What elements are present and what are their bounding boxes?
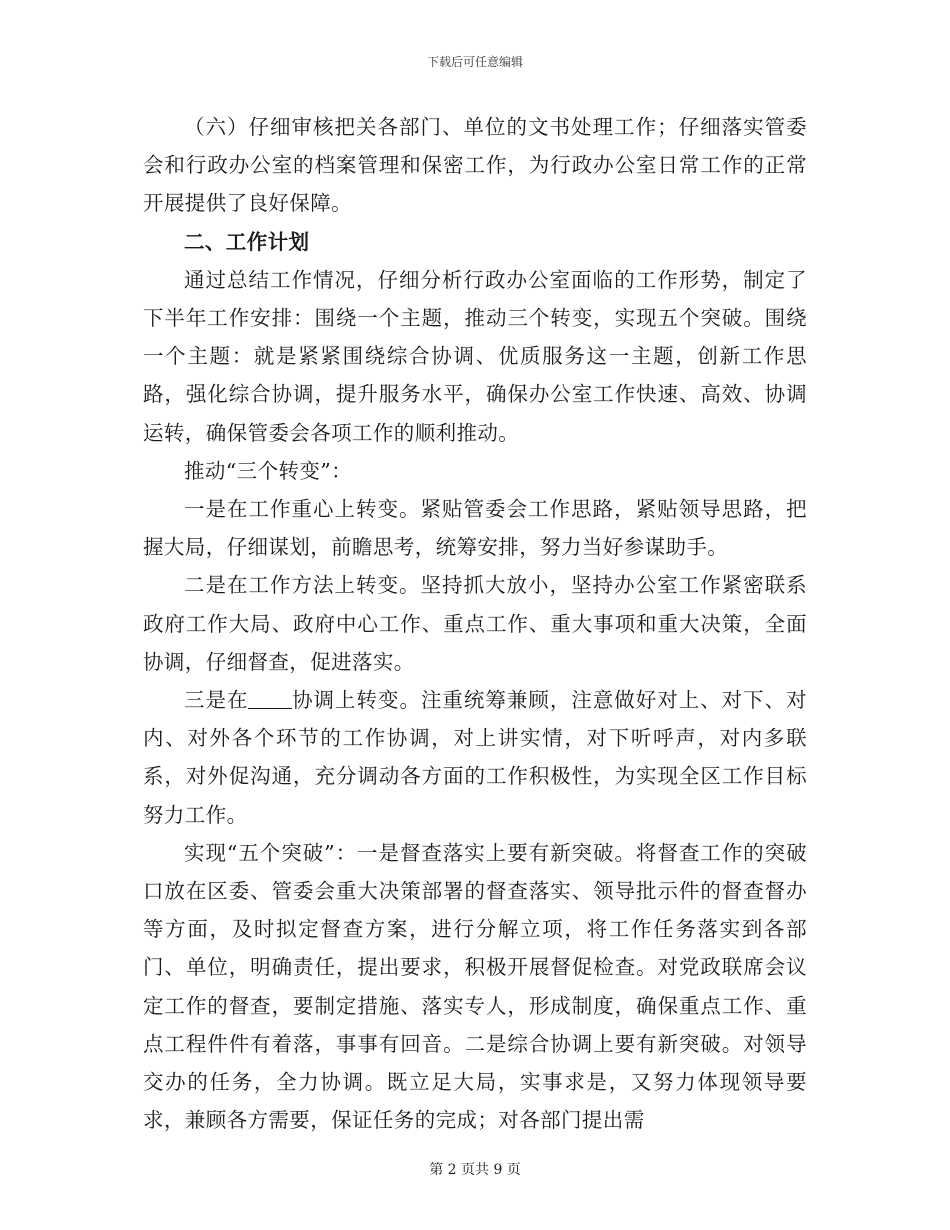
section-heading-work-plan: 二、工作计划 bbox=[184, 229, 310, 254]
page-header: 下载后可任意编辑 bbox=[426, 55, 523, 69]
change-three-text-start: 三是在 bbox=[184, 688, 249, 713]
paragraph-three-changes-title: 推动“三个转变”： bbox=[184, 458, 353, 483]
paragraph-change-two: 二是在工作方法上转变。坚持抓大放小，坚持办公室工作紧密联系政府工作大局、政府中心工作、重点工作、重大事项和重大决策，全面协调，仔细督查，促进落实。 bbox=[143, 573, 807, 674]
paragraph-work-plan-intro: 通过总结工作情况，仔细分析行政办公室面临的工作形势，制定了下半年工作安排：围绕一个主题，推动三个转变，实现五个突破。围绕一个主题：就是紧紧围绕综合协调、优质服务这一主题，创新工作思路，强化综合协调，提升服务水平，确保办公室工作快速、高效、协调运转，确保管委会各项工作的顺利推动。 bbox=[143, 267, 807, 445]
fill-in-blank bbox=[248, 688, 291, 710]
document-body bbox=[143, 108, 807, 1139]
paragraph-archive-work: （六）仔细审核把关各部门、单位的文书处理工作；仔细落实管委会和行政办公室的档案管理和保密工作，为行政办公室日常工作的正常开展提供了良好保障。 bbox=[143, 115, 807, 216]
change-three-text-end: 协调上转变。注重统筹兼顾，注意做好对上、对下、对内、对外各个环节的工作协调，对上讲实情，对下听呼声，对内多联系，对外促沟通，充分调动各方面的工作积极性，为实现全区工作目标努力工作。 bbox=[143, 688, 808, 827]
page-number: 第 2 页共 9 页 bbox=[429, 1162, 521, 1178]
paragraph-change-three bbox=[143, 681, 807, 834]
paragraph-five-breakthroughs: 实现“五个突破”：一是督查落实上要有新突破。将督查工作的突破口放在区委、管委会重大决策部署的督查落实、领导批示件的督查督办等方面，及时拟定督查方案，进行分解立项，将工作任务落实到各部门、单位，明确责任，提出要求，积极开展督促检查。对党政联席会议定工作的督查，要制定措施、落实专人，形成制度，确保重点工作、重点工程件件有着落，事事有回音。二是综合协调上要有新突破。对领导交办的任务，全力协调。既立足大局，实事求是，又努力体现领导要求，兼顾各方需要，保证任务的完成；对各部门提出需 bbox=[143, 840, 807, 1133]
paragraph-change-one: 一是在工作重心上转变。紧贴管委会工作思路，紧贴领导思路，把握大局，仔细谋划，前瞻思考，统筹安排，努力当好参谋助手。 bbox=[143, 497, 807, 560]
